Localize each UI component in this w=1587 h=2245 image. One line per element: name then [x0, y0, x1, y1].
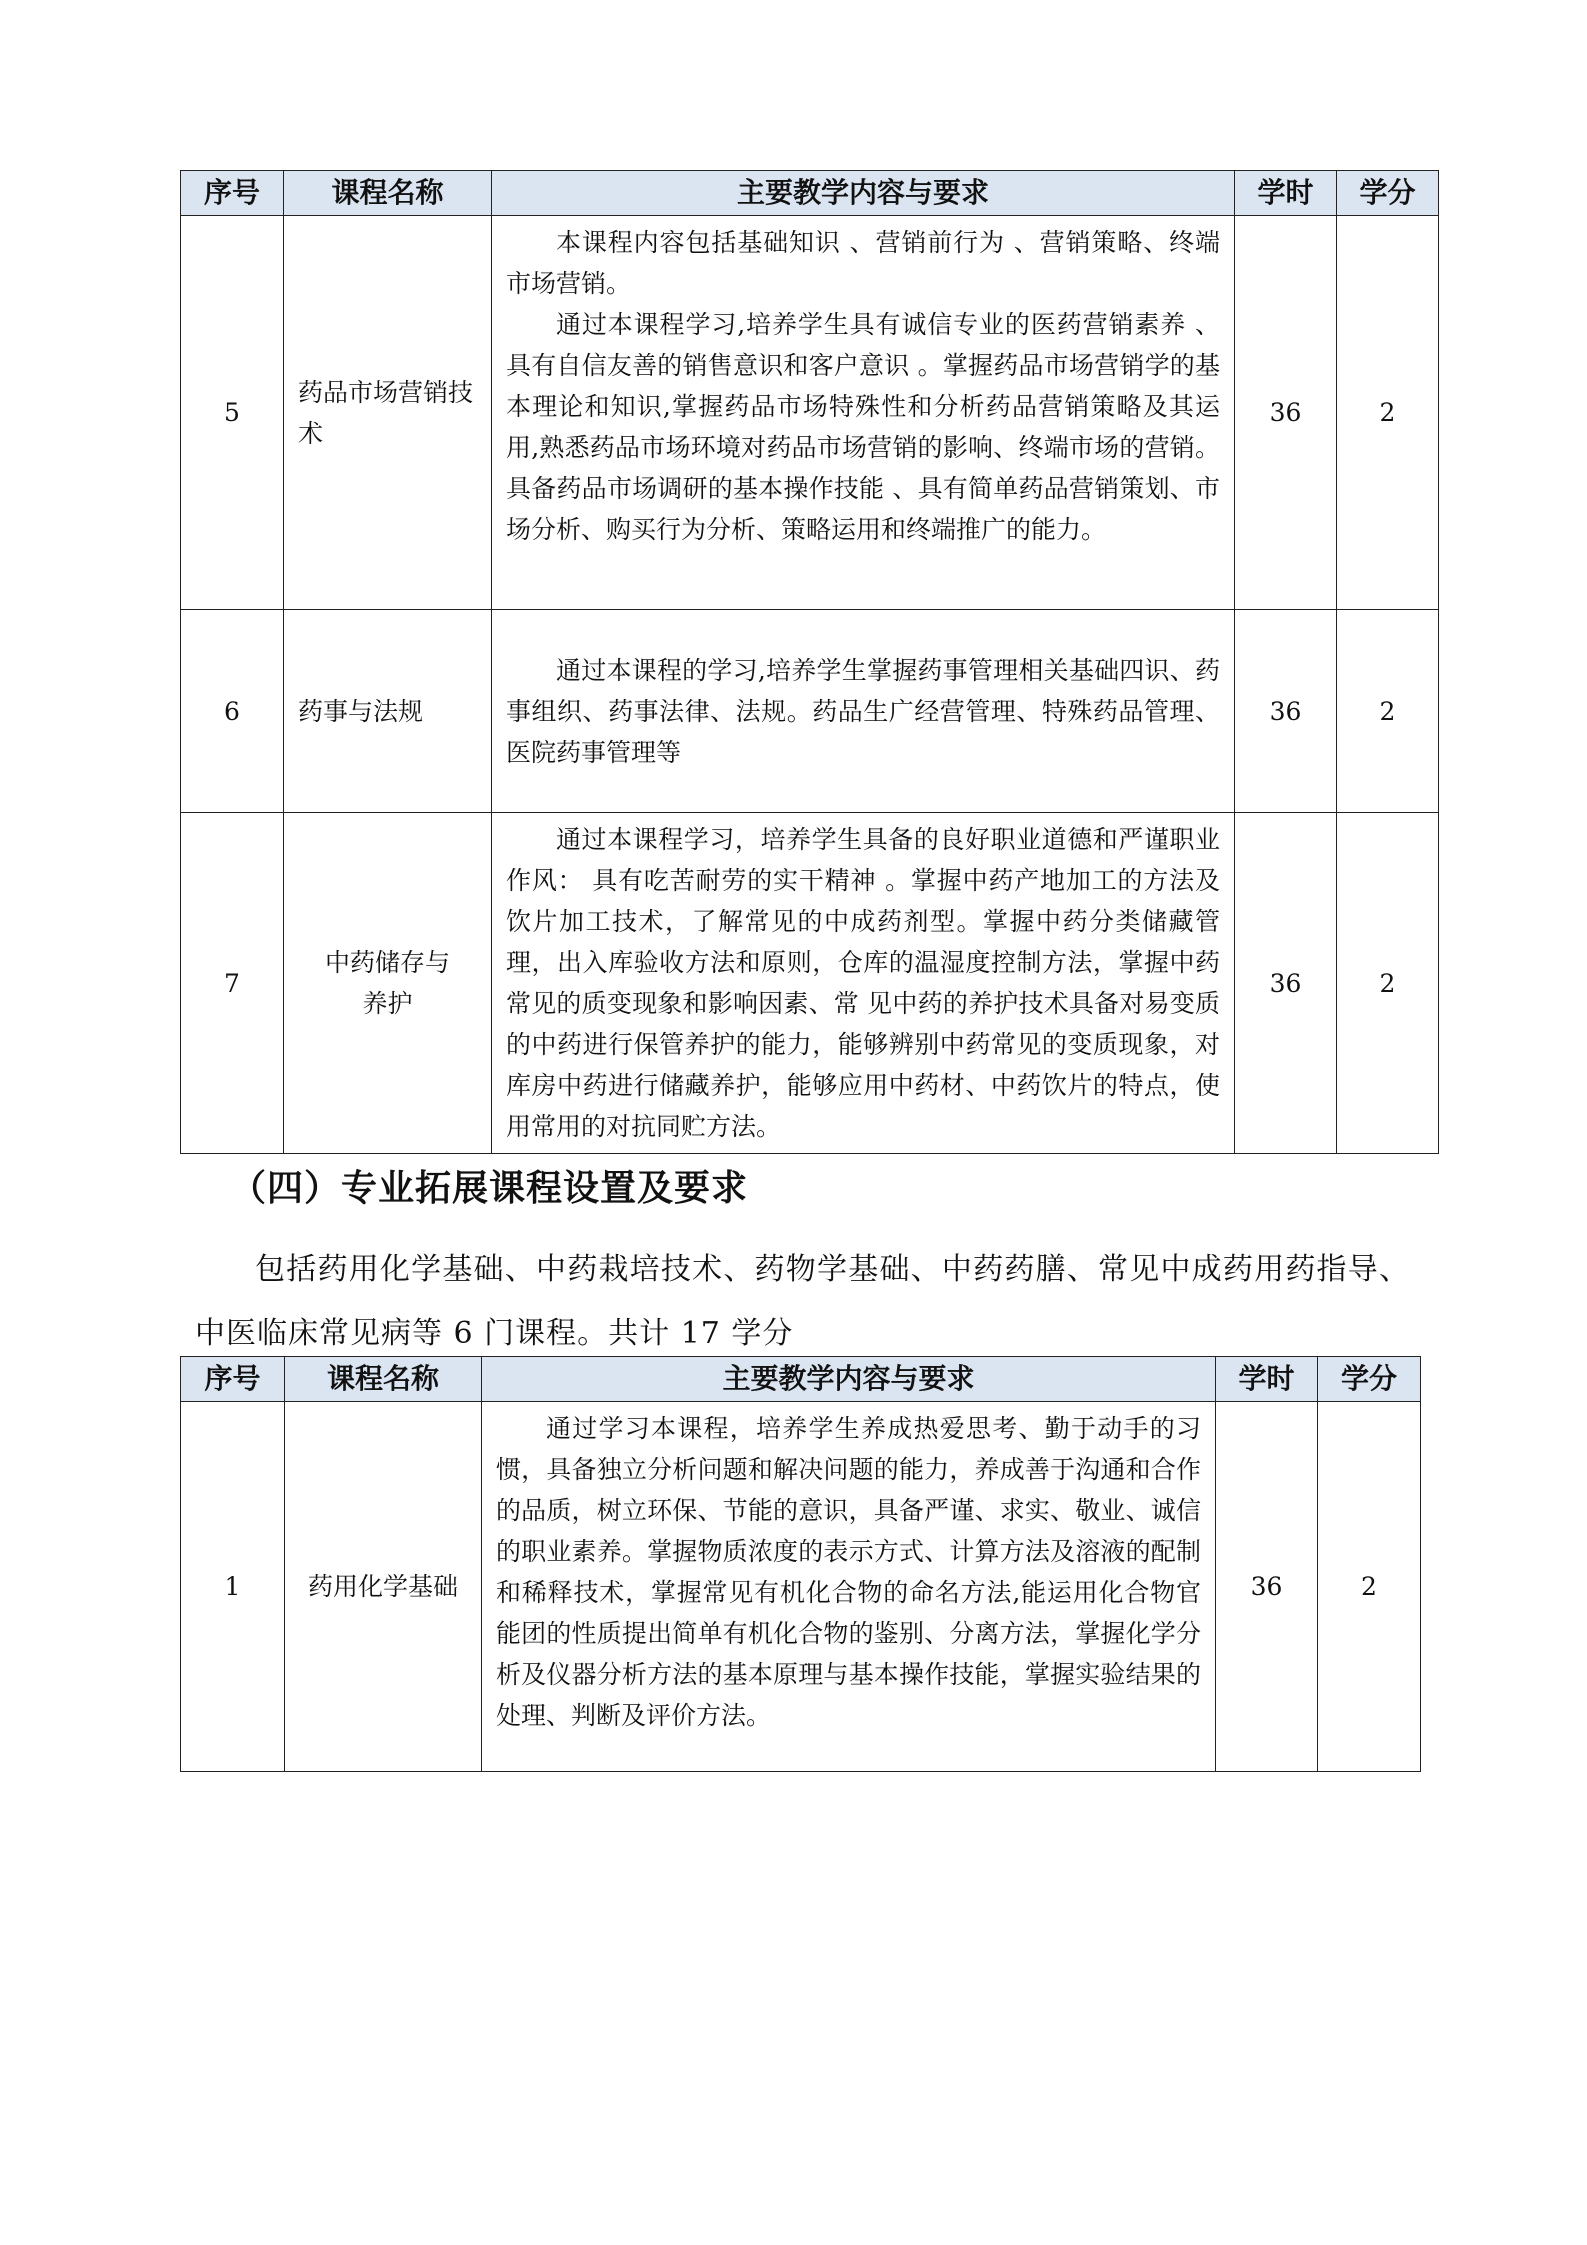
header-hours: 学时	[1216, 1357, 1318, 1402]
header-course-name: 课程名称	[285, 1357, 482, 1402]
row-course-name: 药事与法规	[284, 610, 492, 813]
row-hours: 36	[1235, 610, 1337, 813]
table-row	[181, 216, 1439, 610]
header-credits: 学分	[1318, 1357, 1421, 1402]
row-hours: 36	[1216, 1402, 1318, 1772]
row-credits: 2	[1337, 610, 1439, 813]
row-no: 6	[181, 610, 284, 813]
course-table-core	[180, 170, 1439, 1154]
header-credits: 学分	[1337, 171, 1439, 216]
row-content	[492, 610, 1235, 813]
row-credits: 2	[1318, 1402, 1421, 1772]
row-credits: 2	[1337, 813, 1439, 1154]
content-paragraph: 通过本课程学习，培养学生具备的良好职业道德和严谨职业作风： 具有吃苦耐劳的实干精神 。掌握中药产地加工的方法及饮片加工技术，了解常见的中成药剂型。掌握中药分类储藏管理，出入库验收方法和原则，仓库的温湿度控制方法，掌握中药常见的质变现象和影响因素、常 见中药的养护技术具备对易变质的中药进行保管养护的能力，能够辨别中药常见的变质现象，对库房中药进行储藏养护，能够应用中药材、中药饮片的特点，使用常用的对抗同贮方法。	[506, 825, 1220, 1141]
header-no: 序号	[181, 171, 284, 216]
row-content	[482, 1402, 1216, 1772]
row-course-name: 中药储存与养护	[284, 813, 492, 1154]
header-content: 主要教学内容与要求	[482, 1357, 1216, 1402]
table-row	[181, 610, 1439, 813]
header-content: 主要教学内容与要求	[492, 171, 1235, 216]
content-paragraph: 通过学习本课程，培养学生养成热爱思考、勤于动手的习惯，具备独立分析问题和解决问题的能力，养成善于沟通和合作的品质，树立环保、节能的意识，具备严谨、求实、敬业、诚信的职业素养。掌握物质浓度的表示方式、计算方法及溶液的配制和稀释技术，掌握常见有机化合物的命名方法,能运用化合物官能团的性质提出简单有机化合物的鉴别、分离方法，掌握化学分析及仪器分析方法的基本原理与基本操作技能，掌握实验结果的处理、判断及评价方法。	[496, 1414, 1201, 1730]
row-course-name: 药品市场营销技术	[284, 216, 492, 610]
row-content	[492, 216, 1235, 610]
header-no: 序号	[181, 1357, 285, 1402]
row-no: 7	[181, 813, 284, 1154]
content-paragraph: 通过本课程的学习,培养学生掌握药事管理相关基础四识、药事组织、药事法律、法规。药品生广经营管理、特殊药品管理、医院药事管理等	[506, 655, 1220, 767]
content-paragraph: 通过本课程学习,培养学生具有诚信专业的医药营销素养 、具有自信友善的销售意识和客户意识 。掌握药品市场营销学的基本理论和知识,掌握药品市场特殊性和分析药品营销策略及其运用,熟悉药品市场环境对药品市场营销的影响、终端市场的营销。具备药品市场调研的基本操作技能 、具有简单药品营销策划、市场分析、购买行为分析、策略运用和终端推广的能力。	[506, 310, 1220, 544]
row-hours: 36	[1235, 216, 1337, 610]
row-credits: 2	[1337, 216, 1439, 610]
row-no: 1	[181, 1402, 285, 1772]
course-table-extension	[180, 1356, 1421, 1772]
row-course-name: 药用化学基础	[285, 1402, 482, 1772]
table-header-row	[181, 1357, 1421, 1402]
section-paragraph: 包括药用化学基础、中药栽培技术、药物学基础、中药药膳、常见中成药用药指导、中医临床常见病等 6 门课程。共计 17 学分	[195, 1252, 1410, 1351]
header-hours: 学时	[1235, 171, 1337, 216]
content-paragraph: 本课程内容包括基础知识 、营销前行为 、营销策略、终端市场营销。	[506, 228, 1220, 298]
header-course-name: 课程名称	[284, 171, 492, 216]
table-row	[181, 813, 1439, 1154]
table-header-row	[181, 171, 1439, 216]
row-hours: 36	[1235, 813, 1337, 1154]
row-content	[492, 813, 1235, 1154]
table-row	[181, 1402, 1421, 1772]
row-no: 5	[181, 216, 284, 610]
section-heading: （四）专业拓展课程设置及要求	[230, 1168, 749, 1209]
